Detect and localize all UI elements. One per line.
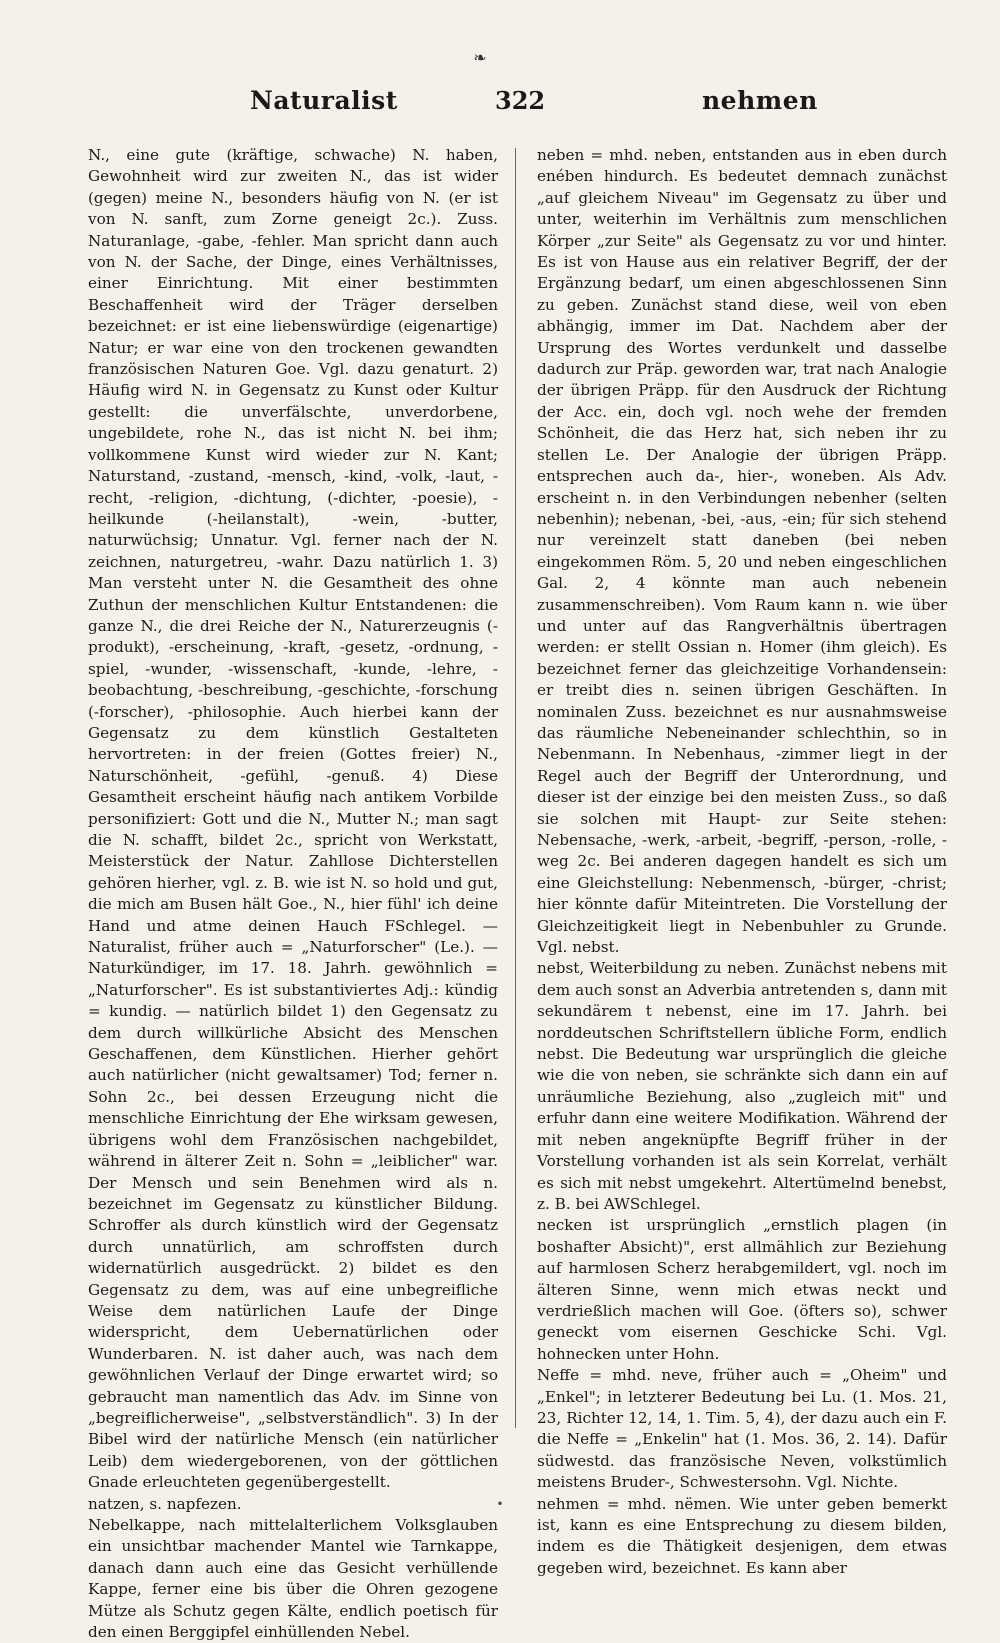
entry-necken: necken ist ursprünglich „ernstlich plagen (in boshafter Absicht)", erst allmählich zur Beziehung auf harmlosen Scherz herabgemildert, vgl. noch im älteren Sinne, wenn mich etwas neckt und verdrießlich machen will Goe. (öfters so), schwer geneckt vom eisernen Geschicke Schi. Vgl. hohnecken unter Hohn.: [537, 1216, 947, 1363]
running-header: [90, 86, 910, 126]
header-right-catchword: nehmen: [702, 86, 818, 115]
header-left-catchword: Naturalist: [250, 86, 398, 115]
entry-nebst: nebst, Weiterbildung zu neben. Zunächst nebens mit dem auch sonst an Adverbia antretenden s, dann mit sekundärem t nebenst, eine im 17. Jahrh. bei norddeutschen Schriftstellern übliche Form, endlich nebst. Die Bedeutung war ursprünglich die gleiche wie die von neben, sie schränkte sich dann ein auf unräumliche Beziehung, also „zugleich mit" und erfuhr dann eine weitere Modifikation. Während der mit neben angeknüpfte Begriff früher in der Vorstellung vorhanden ist als sein Korrelat, verhält es sich mit nebst umgekehrt. Altertümelnd benebst, z. B. bei AWSchlegel.: [537, 959, 947, 1213]
top-ornament: ❧: [473, 48, 487, 67]
left-column: [88, 145, 498, 1643]
entry-neben: neben = mhd. neben, entstanden aus in eben durch enében hindurch. Es bedeutet demnach zunächst „auf gleichem Niveau" im Gegensatz zu über und unter, weiterhin im Verhältnis zum menschlichen Körper „zur Seite" als Gegensatz zu vor und hinter. Es ist von Hause aus ein relativer Begriff, der der Ergänzung bedarf, um einen abgeschlossenen Sinn zu geben. Zunächst stand diese, weil von eben abhängig, immer im Dat. Nachdem aber der Ursprung des Wortes verdunkelt und dasselbe dadurch zur Präp. geworden war, trat nach Analogie der übrigen Präpp. für den Ausdruck der Richtung der Acc. ein, doch vgl. noch wehe der fremden Schönheit, die das Herz hat, sich neben ihr zu stellen Le. Der Analogie der übrigen Präpp. entsprechen auch da-, hier-, woneben. Als Adv. erscheint n. in den Verbindungen nebenher (selten nebenhin); nebenan, -bei, -aus, -ein; für sich stehend nur vereinzelt statt daneben (bei neben eingekommen Röm. 5, 20 und neben eingeschlichen Gal. 2, 4 könnte man auch nebenein zusammenschreiben). Vom Raum kann n. wie über und unter auf das Rangverhältnis übertragen werden: er stellt Ossian n. Homer (ihm gleich). Es bezeichnet ferner das gleichzeitige Vorhandensein: er treibt dies n. seinen übrigen Geschäften. In nominalen Zuss. bezeichnet es nur ausnahmsweise das räumliche Nebeneinander schlechthin, so in Nebenmann. In Nebenhaus, -zimmer liegt in der Regel auch der Begriff der Unterordnung, und dieser ist der einzige bei den meisten Zuss., so daß sie solchen mit Haupt- zur Seite stehen: Nebensache, -werk, -arbeit, -begriff, -person, -rolle, -weg 2c. Bei anderen dagegen handelt es sich um eine Gleichstellung: Nebenmensch, -bürger, -christ; hier könnte dafür Miteintreten. Die Vorstellung der Gleichzeitigkeit liegt in Nebenbuhler zu Grunde. Vgl. nebst.: [537, 146, 947, 957]
column-divider: [515, 148, 516, 1428]
entry-natzen: natzen, s. napfezen.: [88, 1494, 242, 1513]
footer-mark: •: [496, 1497, 504, 1511]
page-number: 322: [495, 86, 546, 115]
entry-nehmen: nehmen = mhd. nëmen. Wie unter geben bemerkt ist, kann es eine Entsprechung zu diesem bilden, indem es die Thätigkeit desjenigen, dem etwas gegeben wird, bezeichnet. Es kann aber: [537, 1494, 947, 1577]
entry-natur-continued: N., eine gute (kräftige, schwache) N. haben, Gewohnheit wird zur zweiten N., das ist wider (gegen) meine N., besonders häufig von N. (er ist von N. sanft, zum Zorne geneigt 2c.). Zuss. Naturanlage, -gabe, -fehler. Man spricht dann auch von N. der Sache, der Dinge, eines Verhältnisses, einer Einrichtung. Mit einer bestimmten Beschaffenheit wird der Träger derselben bezeichnet: er ist eine liebenswürdige (eigenartige) Natur; er war eine von den trockenen gewandten französischen Naturen Goe. Vgl. dazu genaturt. 2) Häufig wird N. in Gegensatz zu Kunst oder Kultur gestellt: die unverfälschte, unverdorbene, ungebildete, rohe N., das ist nicht N. bei ihm; vollkommene Kunst wird wieder zur N. Kant; Naturstand, -zustand, -mensch, -kind, -volk, -laut, -recht, -religion, -dichtung, (-dichter, -poesie), -heilkunde (-heilanstalt), -wein, -butter, naturwüchsig; Unnatur. Vgl. ferner nach der N. zeichnen, naturgetreu, -wahr. Dazu natürlich 1. 3) Man versteht unter N. die Gesamtheit des ohne Zuthun der menschlichen Kultur Entstandenen: die ganze N., die drei Reiche der N., Naturerzeugnis (-produkt), -erscheinung, -kraft, -gesetz, -ordnung, -spiel, -wunder, -wissenschaft, -kunde, -lehre, -beobachtung, -beschreibung, -geschichte, -forschung (-forscher), -philosophie. Auch hierbei kann der Gegensatz zu dem künstlich Gestalteten hervortreten: in der freien (Gottes freier) N., Naturschönheit, -gefühl, -genuß. 4) Diese Gesamtheit erscheint häufig nach antikem Vorbilde personifiziert: Gott und die N., Mutter N.; man sagt die N. schafft, bildet 2c., spricht von Werkstatt, Meisterstück der Natur. Zahllose Dichterstellen gehören hierher, vgl. z. B. wie ist N. so hold und gut, die mich am Busen hält Goe., N., hier fühl' ich deine Hand und atme deinen Hauch FSchlegel. — Naturalist, früher auch = „Naturforscher" (Le.). — Naturkündiger, im 17. 18. Jahrh. gewöhnlich = „Naturforscher". Es ist substantiviertes Adj.: kündig = kundig. — natürlich bildet 1) den Gegensatz zu dem durch willkürliche Absicht des Menschen Geschaffenen, dem Künstlichen. Hierher gehört auch natürlicher (nicht gewaltsamer) Tod; ferner n. Sohn 2c., bei dessen Erzeugung nicht die menschliche Einrichtung der Ehe wirksam gewesen, übrigens wohl dem Französischen nachgebildet, während in älterer Zeit n. Sohn = „leiblicher" war. Der Mensch und sein Benehmen wird als n. bezeichnet im Gegensatz zu künstlicher Bildung. Schroffer als durch künstlich wird der Gegensatz durch unnatürlich, am schroffsten durch widernatürlich ausgedrückt. 2) bildet es den Gegensatz zu dem, was auf eine unbegreifliche Weise dem natürlichen Laufe der Dinge widerspricht, dem Uebernatürlichen oder Wunderbaren. N. ist daher auch, was nach dem gewöhnlichen Verlauf der Dinge erwartet wird; so gebraucht man namentlich das Adv. im Sinne von „begreiflicherweise", „selbstverständlich". 3) In der Bibel wird der natürliche Mensch (ein natürlicher Leib) dem wiedergeborenen, von der göttlichen Gnade erleuchteten gegenübergestellt.: [88, 146, 498, 1492]
entry-nebelkappe: Nebelkappe, nach mittelalterlichem Volksglauben ein unsichtbar machender Mantel wie Tarnkappe, danach dann auch eine das Gesicht verhüllende Kappe, ferner eine bis über die Ohren gezogene Mütze als Schutz gegen Kälte, endlich poetisch für den einen Berggipfel einhüllenden Nebel.: [88, 1516, 498, 1642]
right-column: [537, 145, 947, 1579]
entry-neffe: Neffe = mhd. neve, früher auch = „Oheim" und „Enkel"; in letzterer Bedeutung bei Lu. (1. Mos. 21, 23, Richter 12, 14, 1. Tim. 5, 4), der dazu auch ein F. die Neffe = „Enkelin" hat (1. Mos. 36, 2. 14). Dafür südwestd. das französische Neven, volkstümlich meistens Bruder-, Schwestersohn. Vgl. Nichte.: [537, 1366, 947, 1492]
